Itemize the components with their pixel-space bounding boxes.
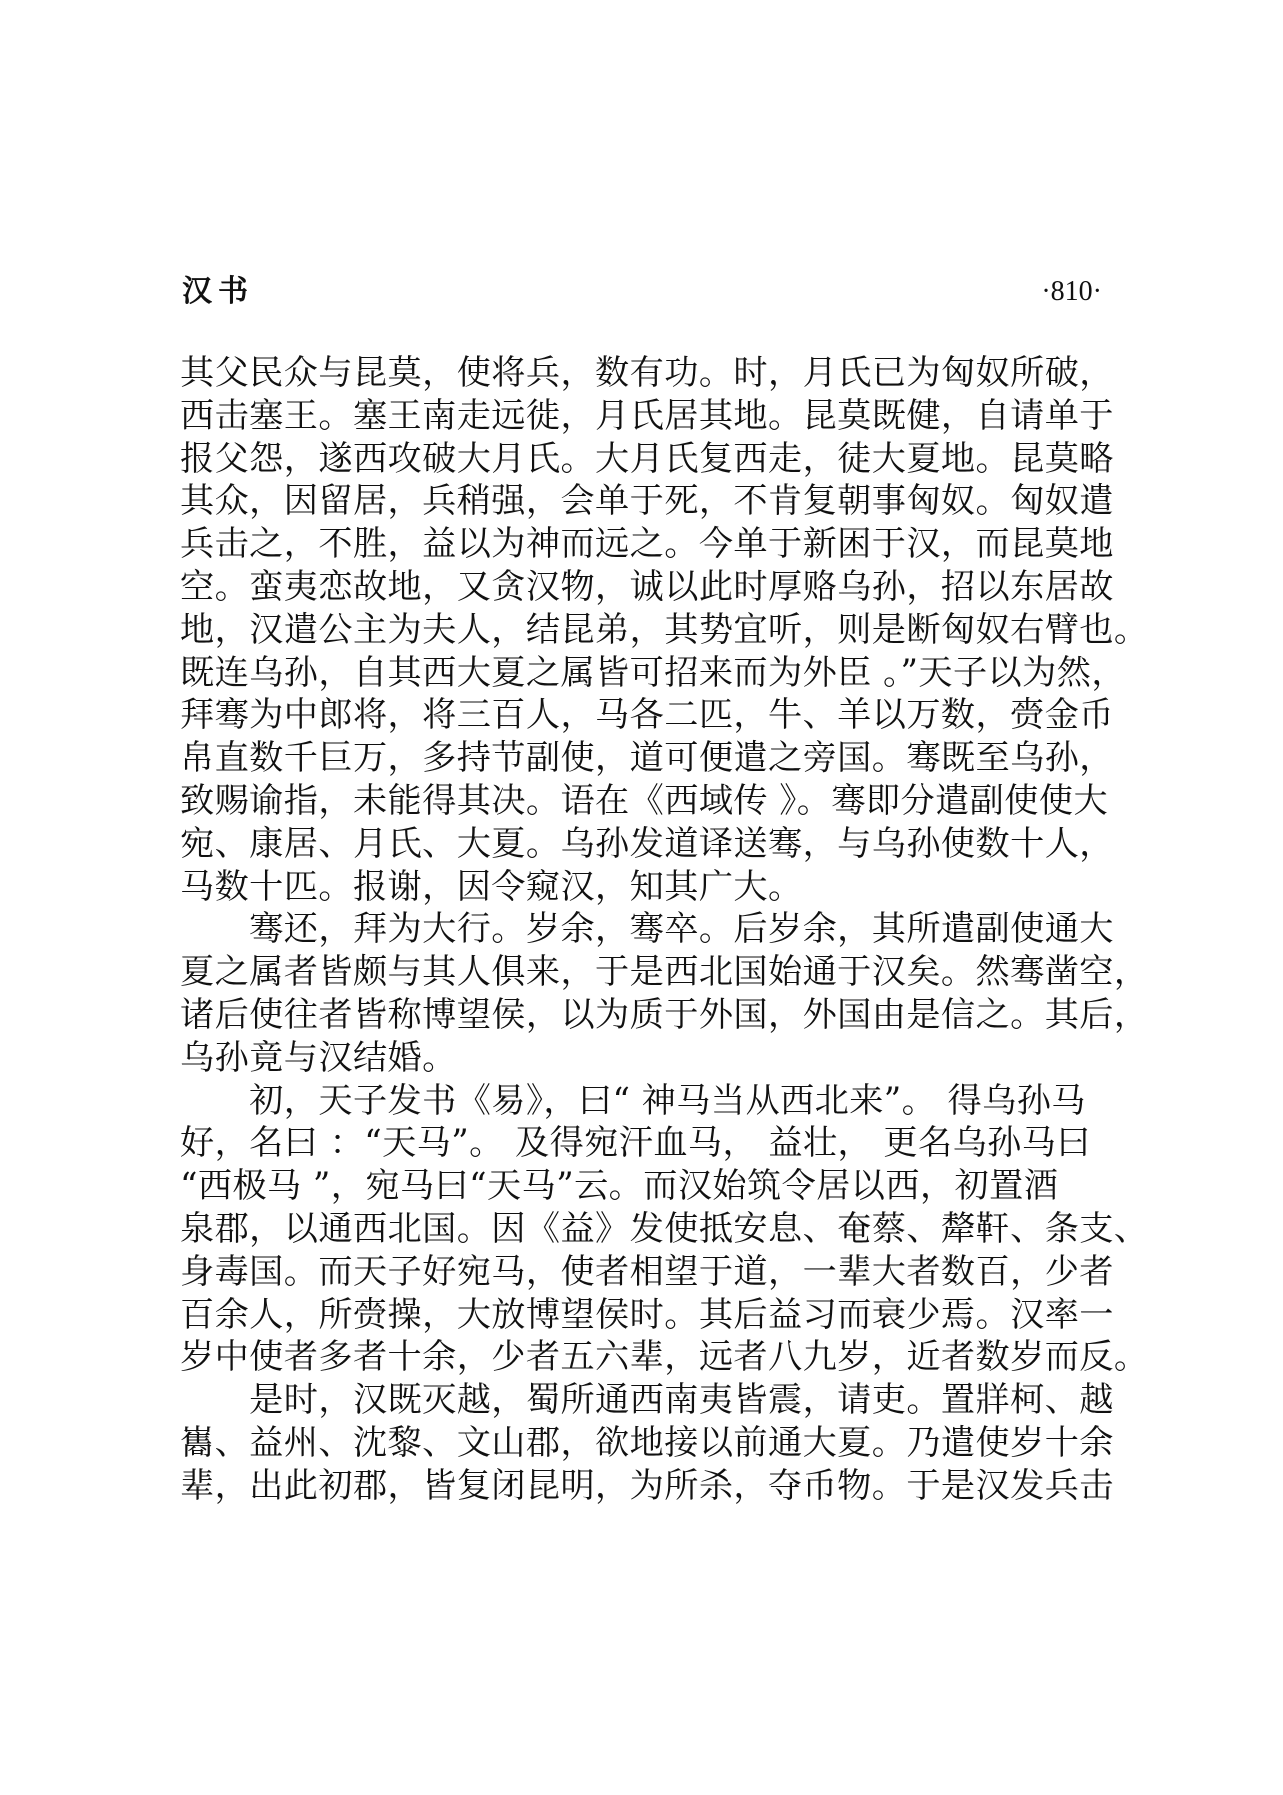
- text-line: 乌孙竟与汉结婚。: [180, 1037, 457, 1078]
- text-line: 马数十匹。报谢，因令窥汉，知其广大。: [180, 866, 803, 907]
- text-line: 身毒国。而天子好宛马，使者相望于道，一辈大者数百，少者: [180, 1251, 1114, 1292]
- text-line: 帛直数千巨万，多持节副使，道可便遣之旁国。骞既至乌孙，: [180, 738, 1114, 779]
- text-line: 诸后使往者皆称博望侯，以为质于外国，外国由是信之。其后，: [180, 994, 1149, 1035]
- text-line: “西极马 ”，宛马曰“天马”云。而汉始筑令居以西，初置酒: [180, 1166, 1059, 1207]
- text-line: 岁中使者多者十余，少者五六辈，远者八九岁，近者数岁而反。: [180, 1337, 1149, 1378]
- text-line: 其父民众与昆莫，使将兵，数有功。时，月氏已为匈奴所破，: [180, 353, 1114, 393]
- text-line: 地，汉遣公主为夫人，结昆弟，其势宜听，则是断匈奴右臂也。: [180, 609, 1149, 650]
- text-line: 泉郡，以通西北国。因《益》发使抵安息、奄蔡、犛靬、条支、: [180, 1208, 1149, 1249]
- text-line: 是时，汉既灭越，蜀所通西南夷皆震，请吏。置牂柯、越: [180, 1380, 1114, 1421]
- text-line: 其众，因留居，兵稍强，会单于死，不肯复朝事匈奴。匈奴遣: [180, 481, 1114, 522]
- text-line: 既连乌孙，自其西大夏之属皆可招来而为外臣 。”天子以为然，: [180, 652, 1126, 693]
- text-line: 夏之属者皆颇与其人俱来，于是西北国始通于汉矣。然骞凿空，: [180, 952, 1149, 993]
- text-line: 拜骞为中郎将，将三百人，马各二匹，牛、羊以万数，赍金币: [180, 695, 1114, 736]
- book-title: 汉书: [182, 274, 254, 309]
- page-number: ·810·: [1041, 276, 1102, 307]
- body-text: [180, 352, 1149, 1508]
- text-line: 初，天子发书《易》，曰“ 神马当从西北来”。 得乌孙马: [180, 1080, 1086, 1121]
- text-line: 宛、康居、月氏、大夏。乌孙发道译送骞，与乌孙使数十人，: [180, 823, 1114, 864]
- text-line: 西击塞王。塞王南走远徙，月氏居其地。昆莫既健，自请单于: [180, 395, 1114, 436]
- page-header: [182, 272, 1102, 316]
- text-line: 骞还，拜为大行。岁余，骞卒。后岁余，其所遣副使通大: [180, 909, 1114, 950]
- text-line: 空。蛮夷恋故地，又贪汉物，诚以此时厚赂乌孙，招以东居故: [180, 566, 1114, 607]
- text-line: 报父怨，遂西攻破大月氏。大月氏复西走，徒大夏地。昆莫略: [180, 438, 1114, 479]
- text-line: 兵击之，不胜，益以为神而远之。今单于新困于汉，而昆莫地: [180, 524, 1114, 565]
- text-line: 致赐谕指，未能得其决。语在《西域传 》。骞即分遣副使使大: [180, 780, 1109, 821]
- text-line: 辈，出此初郡，皆复闭昆明，为所杀，夺币物。于是汉发兵击: [180, 1465, 1114, 1506]
- text-line: 巂、益州、沈黎、文山郡，欲地接以前通大夏。乃遣使岁十余: [180, 1422, 1114, 1463]
- text-line: 好，名曰 ：“天马”。 及得宛汗血马， 益壮， 更名乌孙马曰: [180, 1123, 1091, 1164]
- text-line: 百余人，所赍操，大放博望侯时。其后益习而衰少焉。汉率一: [180, 1294, 1114, 1335]
